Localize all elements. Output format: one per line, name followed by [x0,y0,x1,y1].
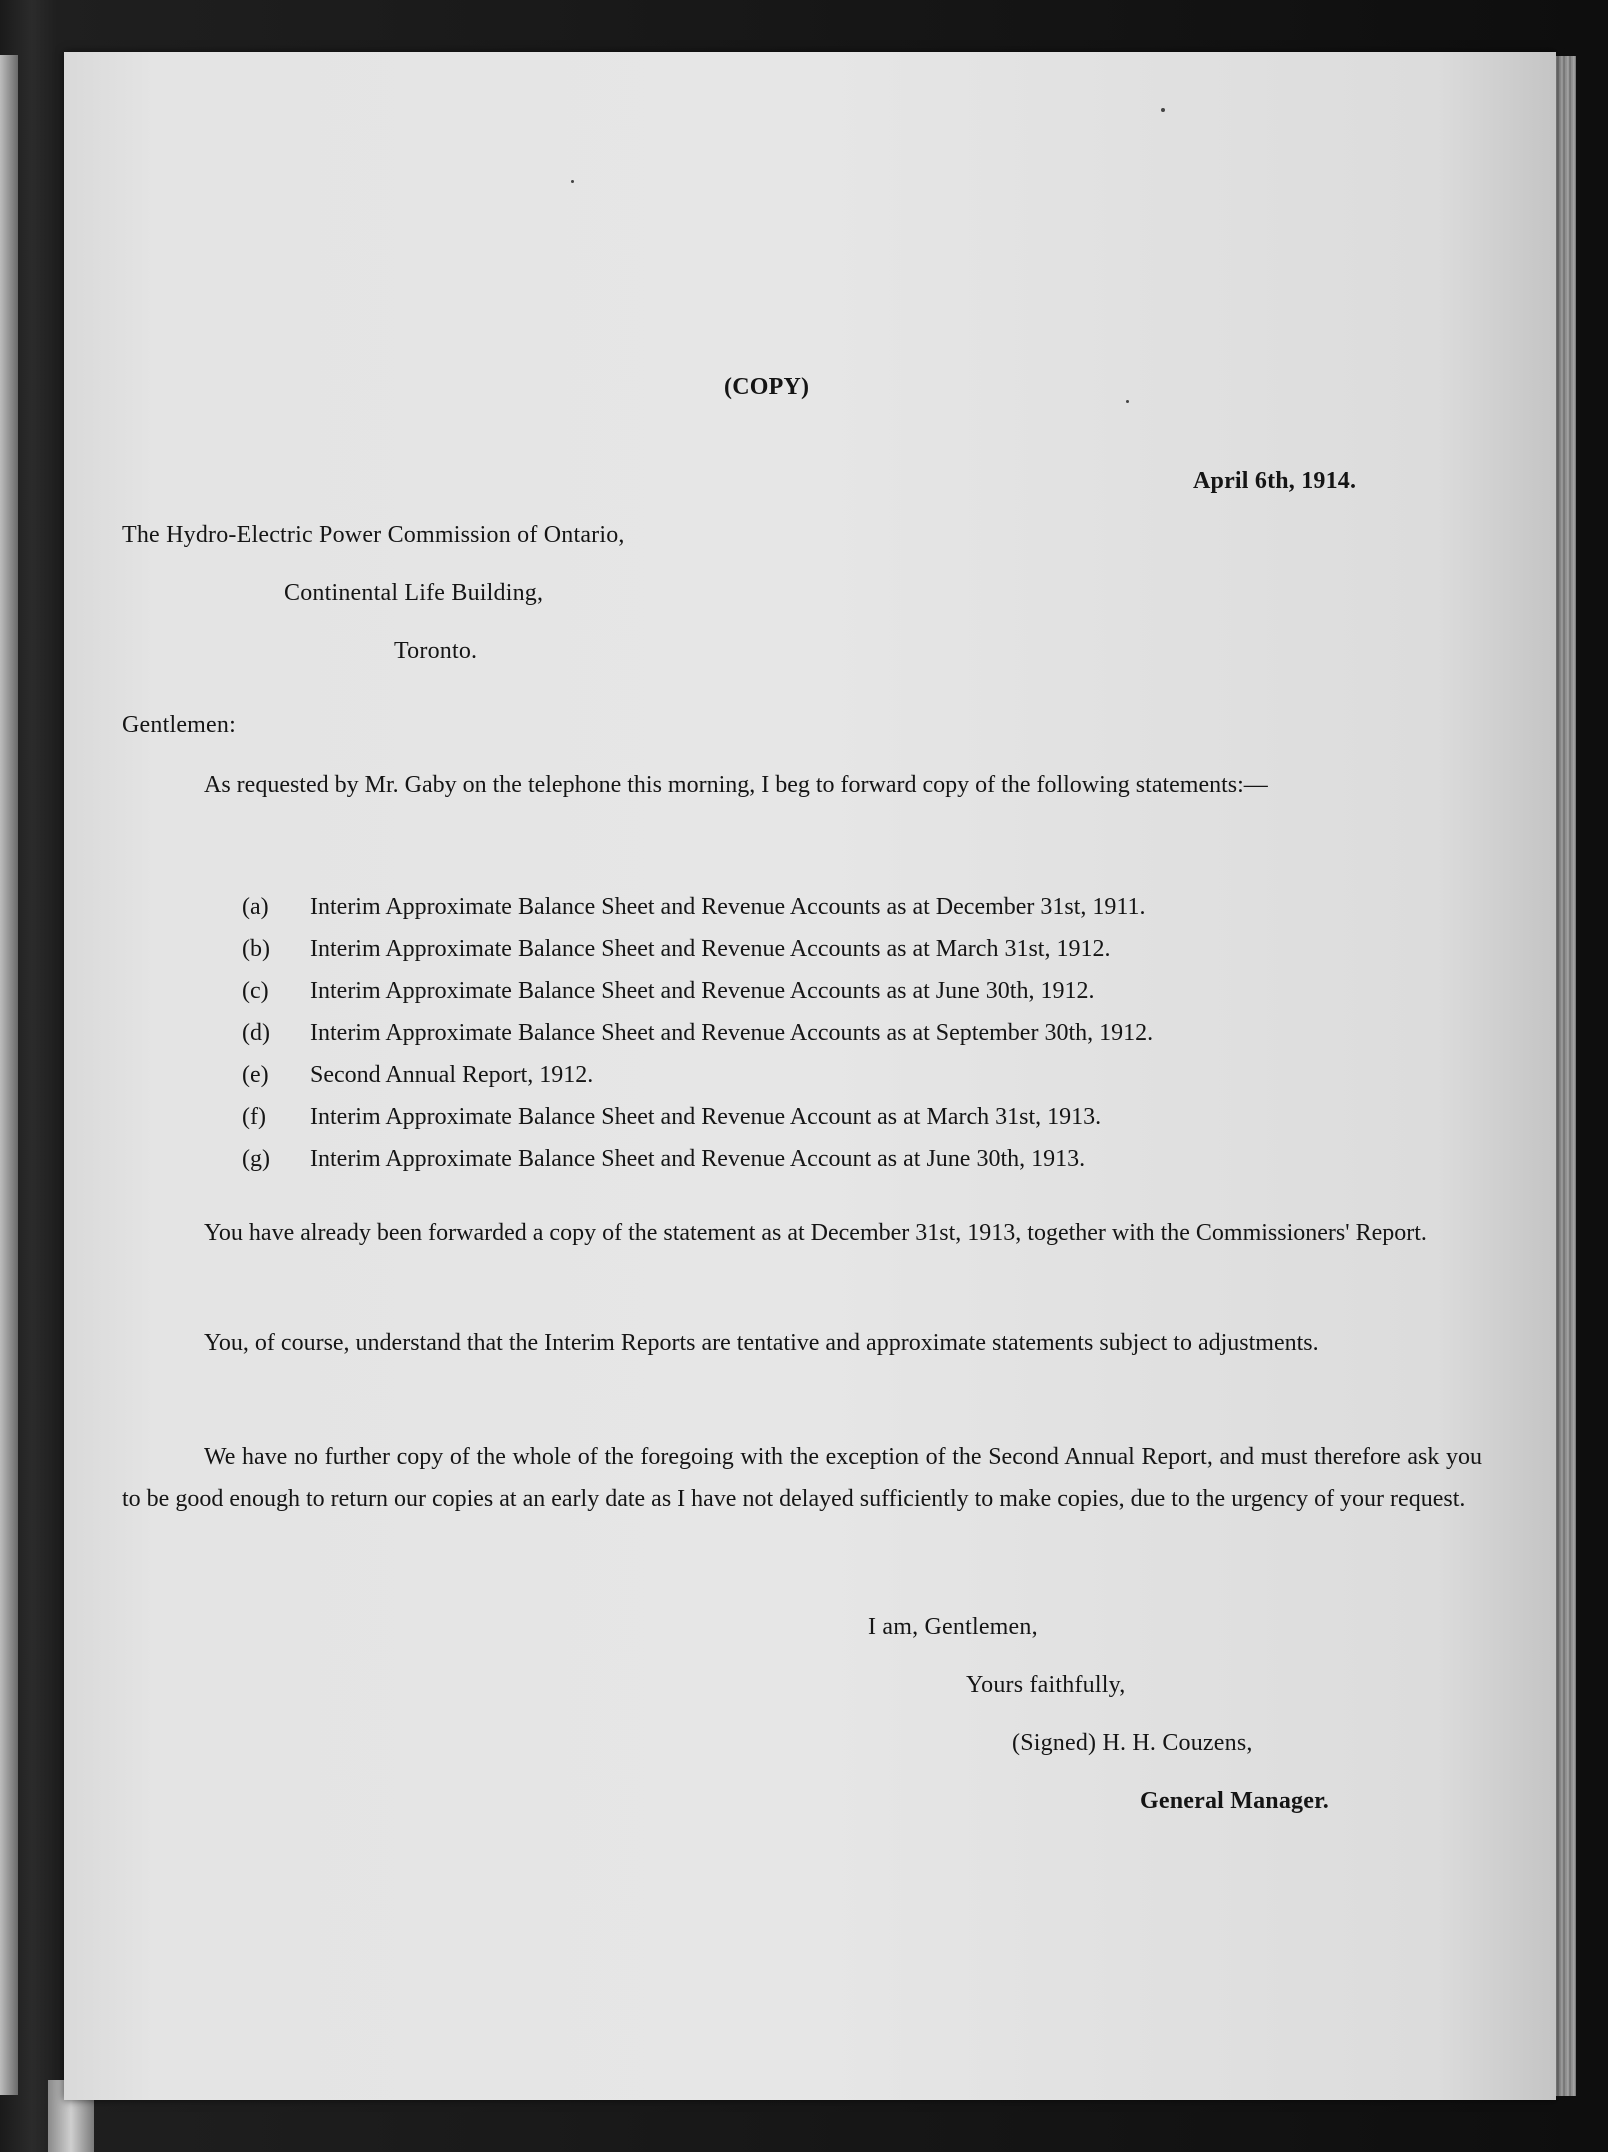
letter-date: April 6th, 1914. [1193,468,1357,494]
list-item-text: Second Annual Report, 1912. [310,1062,594,1088]
body-paragraph: We have no further copy of the whole of the foregoing with the exception of the Second Annual Report, and must therefore ask you to be good enough to return our copies at an early date as I have not delayed sufficiently to make copies, due to the urgency of your request. [122,1444,1482,1512]
document-heading: (COPY) [724,374,810,400]
intro-paragraph: As requested by Mr. Gaby on the telephone this morning, I beg to forward copy of the following statements:— [204,772,1268,798]
list-item-letter: (g) [242,1146,270,1172]
list-item-text: Interim Approximate Balance Sheet and Revenue Accounts as at December 31st, 1911. [310,894,1146,920]
list-item-letter: (a) [242,894,269,920]
list-item-text: Interim Approximate Balance Sheet and Revenue Accounts as at June 30th, 1912. [310,978,1095,1004]
signature-line: (Signed) H. H. Couzens, [1012,1730,1253,1756]
document-page [64,52,1556,2100]
closing-salutation: Yours faithfully, [966,1672,1126,1698]
list-item-text: Interim Approximate Balance Sheet and Revenue Account as at June 30th, 1913. [310,1146,1086,1172]
dust-speck [1161,108,1165,112]
list-item-letter: (c) [242,978,269,1004]
body-paragraph: You, of course, understand that the Interim Reports are tentative and approximate statements subject to adjustments. [204,1330,1319,1356]
list-item-letter: (d) [242,1020,270,1046]
adjacent-page-edge [0,55,18,2095]
closing-line: I am, Gentlemen, [868,1614,1038,1640]
list-item-text: Interim Approximate Balance Sheet and Revenue Accounts as at March 31st, 1912. [310,936,1111,962]
signatory-title: General Manager. [1140,1788,1329,1814]
dust-speck [1126,400,1129,403]
addressee-line: The Hydro-Electric Power Commission of Ontario, [122,522,625,548]
address-line: Continental Life Building, [284,580,544,606]
address-city: Toronto. [394,638,478,664]
list-item-text: Interim Approximate Balance Sheet and Revenue Account as at March 31st, 1913. [310,1104,1102,1130]
dust-speck [571,180,574,183]
list-item-letter: (f) [242,1104,266,1130]
list-item-letter: (e) [242,1062,269,1088]
body-paragraph: You have already been forwarded a copy of the statement as at December 31st, 1913, together with the Commissioners' Report. [204,1220,1427,1246]
list-item-letter: (b) [242,936,270,962]
list-item-text: Interim Approximate Balance Sheet and Revenue Accounts as at September 30th, 1912. [310,1020,1154,1046]
salutation: Gentlemen: [122,712,236,738]
